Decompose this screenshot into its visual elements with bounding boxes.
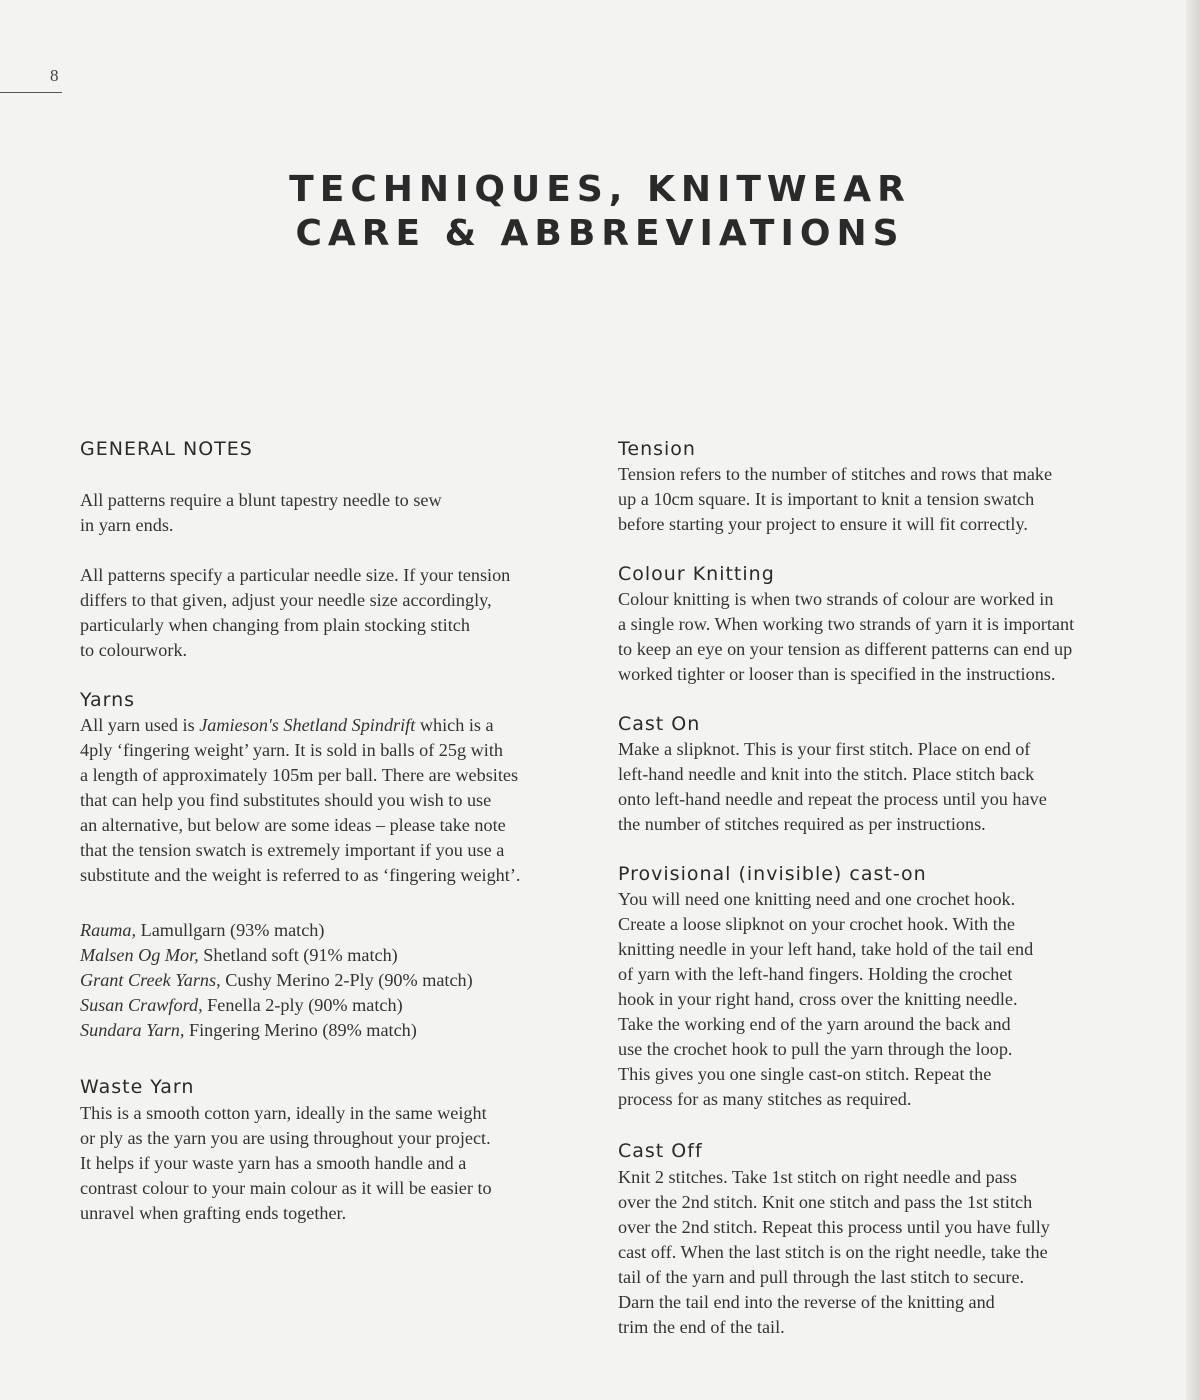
provisional-cast-on-paragraph: You will need one knitting need and one crochet hook. Create a loose slipknot on your crochet hook. With the knitting needle in your left hand, take hold of the tail end of yarn with the left-hand fingers. Holding the crochet hook in your right hand, cross over the knitting needle. Take the working end of the yarn around the back and use the crochet hook to pull the yarn through the loop. This gives you one single cast-on stitch. Repeat the process for as many stitches as required. bbox=[618, 889, 1034, 1109]
provisional-cast-on-heading: Provisional (invisible) cast-on bbox=[618, 863, 927, 885]
yarn-alternatives-list bbox=[80, 918, 473, 1043]
page-number-rule bbox=[0, 92, 62, 93]
cast-off-heading: Cast Off bbox=[618, 1140, 703, 1162]
waste-yarn-heading: Waste Yarn bbox=[80, 1076, 195, 1098]
tension-heading: Tension bbox=[618, 438, 696, 460]
colour-knitting-paragraph: Colour knitting is when two strands of colour are worked in a single row. When working two strands of yarn it is important to keep an eye on your tension as different patterns can end up worked tighter or looser than is specified in the instructions. bbox=[618, 589, 1075, 684]
list-item: Rauma, Lamullgarn (93% match) bbox=[80, 920, 325, 940]
colour-knitting-heading: Colour Knitting bbox=[618, 563, 775, 585]
list-item: Sundara Yarn, Fingering Merino (89% match) bbox=[80, 1020, 417, 1040]
yarn-brand: Jamieson's Shetland Spindrift bbox=[199, 715, 416, 735]
list-item: Grant Creek Yarns, Cushy Merino 2-Ply (90% match) bbox=[80, 970, 473, 990]
general-notes-heading: GENERAL NOTES bbox=[80, 438, 253, 460]
general-notes-para-1: All patterns require a blunt tapestry needle to sew in yarn ends. bbox=[80, 490, 442, 535]
page-number: 8 bbox=[50, 66, 59, 85]
yarns-heading: Yarns bbox=[80, 689, 136, 711]
list-item: Malsen Og Mor, Shetland soft (91% match) bbox=[80, 945, 398, 965]
title-line-2: CARE & ABBREVIATIONS bbox=[295, 213, 905, 254]
tension-paragraph: Tension refers to the number of stitches and rows that make up a 10cm square. It is important to knit a tension swatch before starting your project to ensure it will fit correctly. bbox=[618, 464, 1053, 534]
cast-on-paragraph: Make a slipknot. This is your first stitch. Place on end of left-hand needle and knit into the stitch. Place stitch back onto left-hand needle and repeat the process until you have the number of stitches required as per instructions. bbox=[618, 739, 1047, 834]
general-notes-para-2: All patterns specify a particular needle size. If your tension differs to that given, adjust your needle size accordingly, particularly when changing from plain stocking stitch to colourwork. bbox=[80, 565, 511, 660]
cast-on-heading: Cast On bbox=[618, 713, 701, 735]
waste-yarn-paragraph: This is a smooth cotton yarn, ideally in the same weight or ply as the yarn you are using throughout your project. It helps if your waste yarn has a smooth handle and a contrast colour to your main colour as it will be easier to unravel when grafting ends together. bbox=[80, 1103, 492, 1223]
list-item: Susan Crawford, Fenella 2-ply (90% match) bbox=[80, 995, 403, 1015]
yarns-paragraph: All yarn used is Jamieson's Shetland Spindrift which is a 4ply ‘fingering weight’ yarn. It is sold in balls of 25g with a length of approximately 105m per ball. There are websites that can help you find substitutes should you wish to use an alternative, but below are some ideas – please take note that the tension swatch is extremely important if you use a substitute and the weight is referred to as ‘fingering weight’. bbox=[80, 715, 521, 885]
page-title bbox=[0, 168, 1200, 256]
title-line-1: TECHNIQUES, KNITWEAR bbox=[289, 169, 911, 210]
cast-off-paragraph: Knit 2 stitches. Take 1st stitch on right needle and pass over the 2nd stitch. Knit one stitch and pass the 1st stitch over the 2nd stitch. Repeat this process until you have fully cast off. When the last stitch is on the right needle, take the tail of the yarn and pull through the last stitch to secure. Darn the tail end into the reverse of the knitting and trim the end of the tail. bbox=[618, 1167, 1050, 1337]
